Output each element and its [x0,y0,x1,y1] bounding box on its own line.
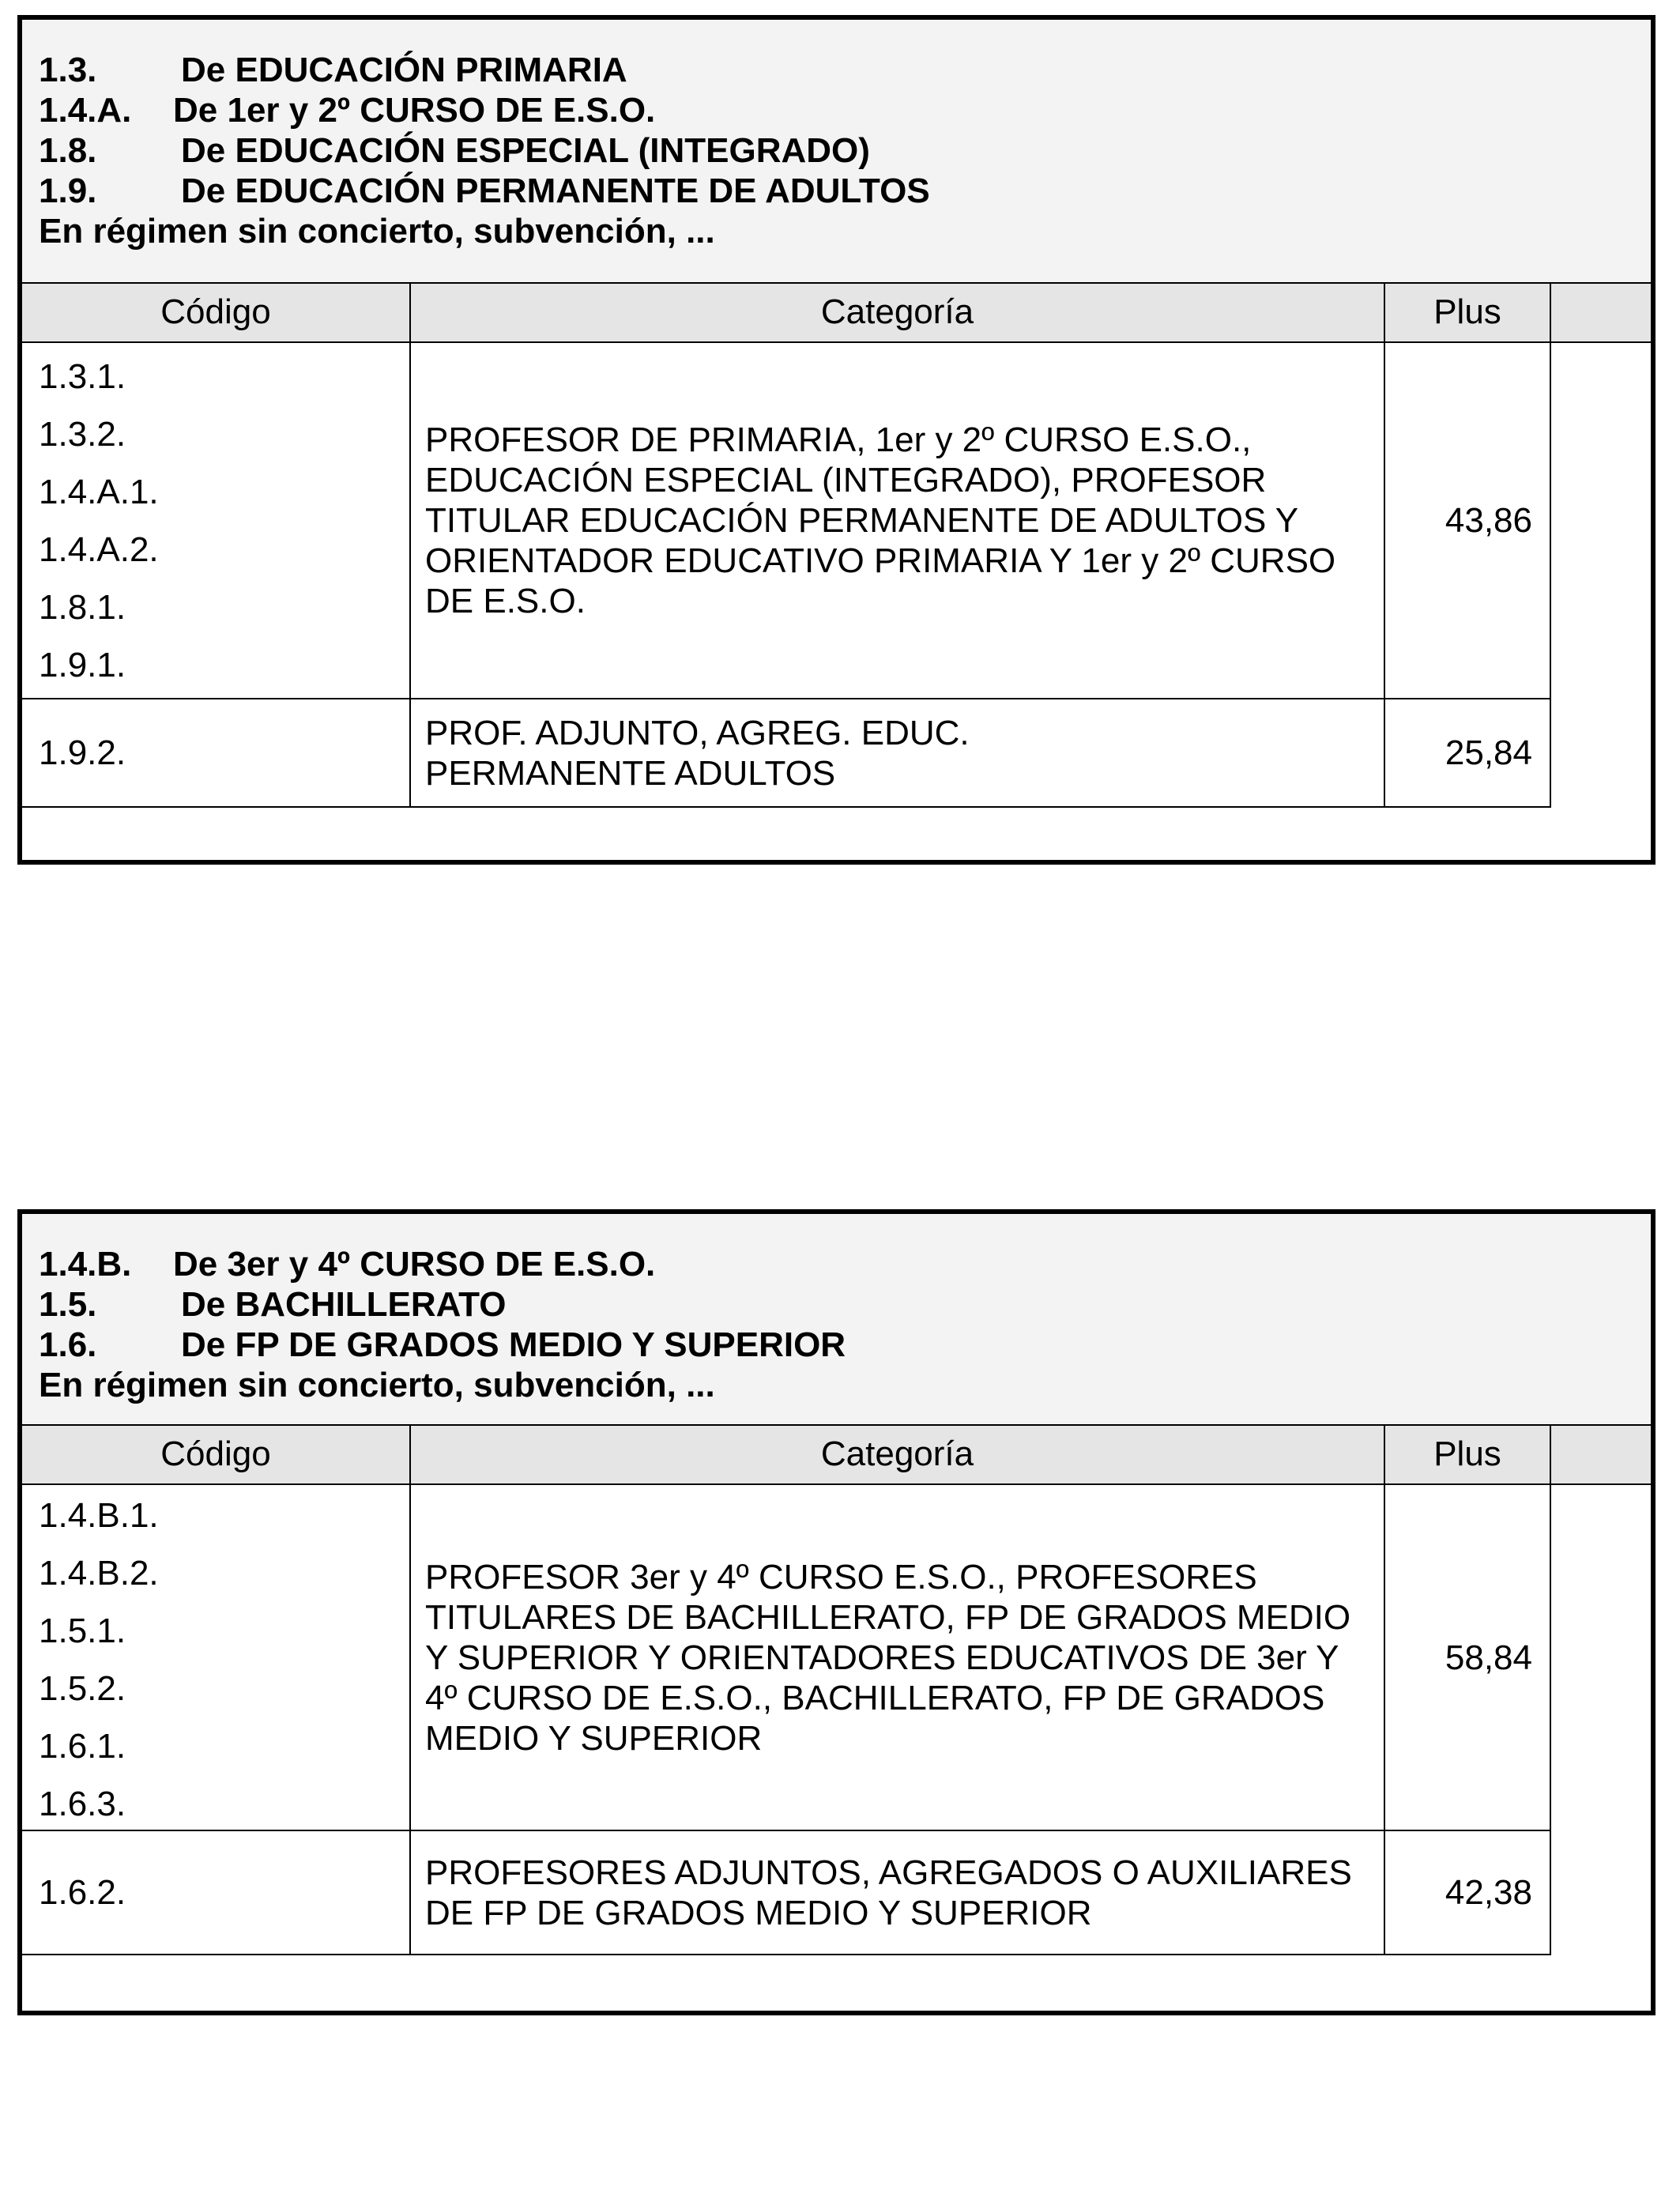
code-value: 1.9.1. [39,646,126,684]
code-value: 1.3.1. [39,357,126,396]
plus-value: 25,84 [1445,733,1532,772]
header-text: De 3er y 4º CURSO DE E.S.O. [173,1245,656,1284]
column-header-code: Código [22,1426,411,1485]
table-row-codes [22,343,411,699]
column-header-category: Categoría [411,1426,1385,1485]
table-row-category [411,1485,1385,1831]
header-number: 1.6. [39,1325,97,1364]
code-value: 1.5.2. [39,1669,126,1708]
table-row-category [411,1831,1385,1955]
table-header [22,1214,1651,1426]
header-line [39,1244,1651,1284]
header-number: 1.4.A. [39,91,132,130]
plus-value: 42,38 [1445,1873,1532,1912]
table-row-category [411,343,1385,699]
header-line [39,1284,1651,1325]
header-number: 1.3. [39,51,97,89]
header-number: 1.5. [39,1285,97,1324]
header-text: De EDUCACIÓN PRIMARIA [181,51,627,89]
column-header-category: Categoría [411,284,1385,343]
header-number: 1.4.B. [39,1245,132,1284]
code-value: 1.4.B.2. [39,1554,159,1593]
code-value: 1.4.A.2. [39,530,159,569]
header-number: 1.9. [39,172,97,210]
table-row-plus [1385,699,1551,808]
code-value: 1.3.2. [39,415,126,454]
column-header-plus: Plus [1385,284,1551,343]
category-text: PROFESOR 3er y 4º CURSO E.S.O., PROFESORES TITULARES DE BACHILLERATO, FP DE GRADOS MEDIO Y SUPERIOR Y ORIENTADORES EDUCATIVOS DE 3er Y 4º CURSO DE E.S.O., BACHILLERATO, FP DE GRADOS MEDIO Y SUPERIOR [425,1557,1351,1758]
column-header-blank [1551,1426,1651,1485]
category-text: PROFESOR DE PRIMARIA, 1er y 2º CURSO E.S.O., EDUCACIÓN ESPECIAL (INTEGRADO), PROFESOR TITULAR EDUCACIÓN PERMANENTE DE ADULTOS Y ORIENTADOR EDUCATIVO PRIMARIA Y 1er y 2º CURSO DE E.S.O. [425,420,1336,620]
salary-table-1 [17,15,1656,865]
header-text: De 1er y 2º CURSO DE E.S.O. [173,91,656,130]
table-row-codes [22,1831,411,1955]
code-value: 1.6.2. [39,1873,126,1912]
table-row-plus [1385,1485,1551,1831]
header-line [39,130,1651,171]
column-header-plus: Plus [1385,1426,1551,1485]
header-text: De EDUCACIÓN ESPECIAL (INTEGRADO) [181,131,870,170]
table-header [22,20,1651,284]
category-text: PROF. ADJUNTO, AGREG. EDUC. PERMANENTE ADULTOS [425,713,970,793]
table-row-codes [22,1485,411,1831]
table-row-codes [22,699,411,808]
header-line [39,90,1651,130]
column-header-code: Código [22,284,411,343]
table-row-plus [1385,1831,1551,1955]
plus-value: 58,84 [1445,1638,1532,1677]
header-number: 1.8. [39,131,97,170]
code-value: 1.6.1. [39,1727,126,1766]
code-value: 1.4.B.1. [39,1496,159,1535]
regime-note: En régimen sin concierto, subvención, ... [39,1366,715,1404]
header-line [39,50,1651,90]
code-value: 1.4.A.1. [39,473,159,511]
header-line [39,1325,1651,1365]
salary-table-2 [17,1209,1656,2015]
code-value: 1.8.1. [39,588,126,627]
code-value: 1.6.3. [39,1785,126,1823]
header-line [39,171,1651,211]
column-header-blank [1551,284,1651,343]
plus-value: 43,86 [1445,501,1532,540]
header-text: De FP DE GRADOS MEDIO Y SUPERIOR [181,1325,846,1364]
table-row-category [411,699,1385,808]
regime-note: En régimen sin concierto, subvención, ... [39,212,715,251]
header-text: De BACHILLERATO [181,1285,507,1324]
header-text: De EDUCACIÓN PERMANENTE DE ADULTOS [181,172,930,210]
table-row-plus [1385,343,1551,699]
category-text: PROFESORES ADJUNTOS, AGREGADOS O AUXILIARES DE FP DE GRADOS MEDIO Y SUPERIOR [425,1853,1352,1932]
code-value: 1.5.1. [39,1612,126,1650]
code-value: 1.9.2. [39,733,126,772]
